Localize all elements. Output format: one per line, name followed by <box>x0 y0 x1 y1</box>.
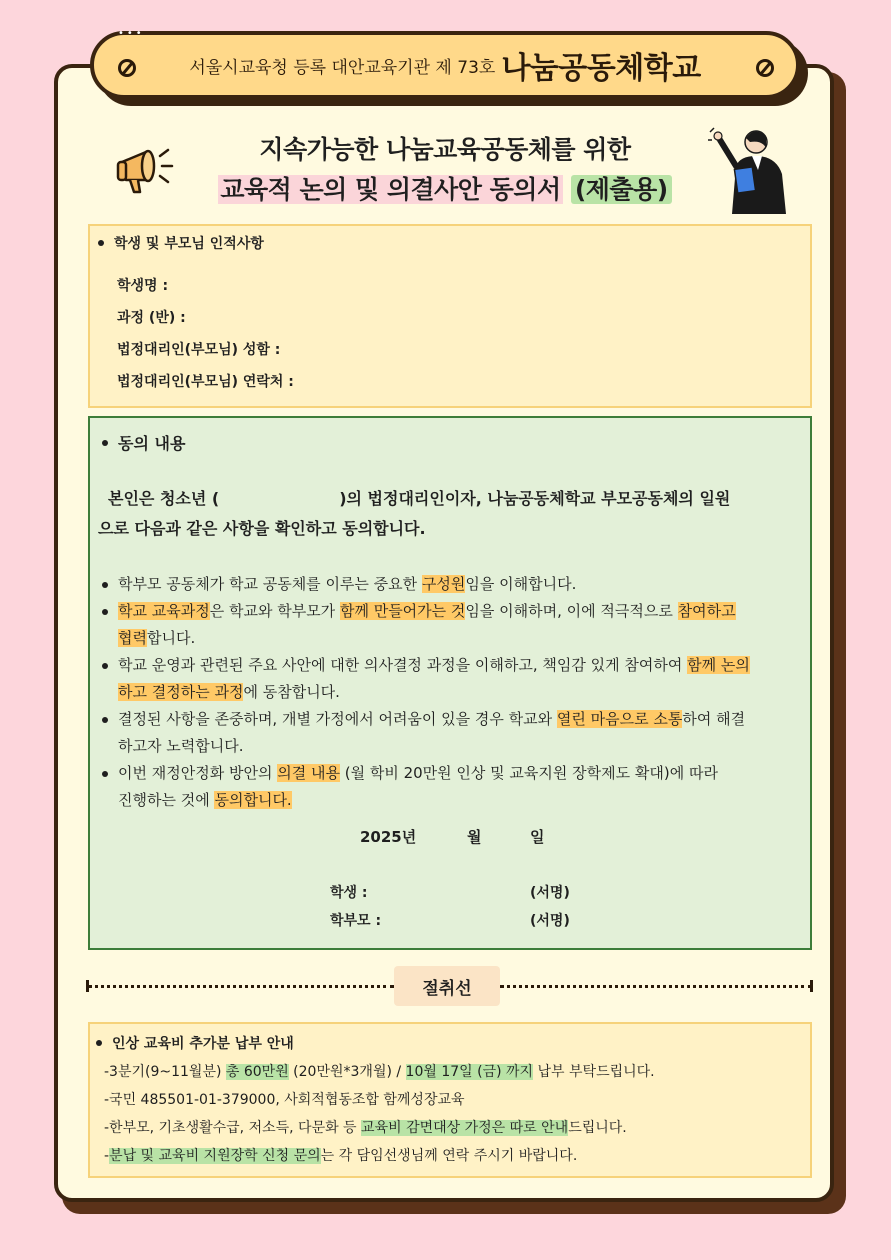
item-highlight: 학교 교육과정 <box>118 602 210 620</box>
payment-line-4 <box>104 1142 804 1170</box>
line-highlight: 교육비 감면대상 가정은 따로 안내 <box>361 1120 569 1136</box>
intro-part-c: 으로 다음과 같은 사항을 확인하고 동의합니다. <box>98 519 426 538</box>
payment-line-3 <box>104 1114 804 1142</box>
item-text: 진행하는 것에 <box>118 791 215 809</box>
consent-item-3 <box>118 652 808 706</box>
parent-signature[interactable]: (서명) <box>530 913 570 929</box>
line-text: 드립니다. <box>568 1120 627 1136</box>
item-line <box>118 625 808 652</box>
item-text: 합니다. <box>146 629 196 647</box>
student-signature[interactable]: (서명) <box>530 885 570 901</box>
consent-items <box>118 571 808 814</box>
item-highlight: 하고 결정하는 과정 <box>118 683 244 701</box>
banner-subtitle: 서울시교육청 등록 대안교육기관 제 73호 <box>189 57 496 78</box>
line-text: (20만원*3개월) / <box>288 1064 406 1080</box>
consent-heading: 동의 내용 <box>118 431 185 454</box>
date-month[interactable]: 월 <box>467 828 482 846</box>
line-text: -3분기(9~11월분) <box>104 1064 226 1080</box>
item-text: 임을 이해합니다. <box>465 575 577 593</box>
field-guardian-name[interactable]: 법정대리인(부모님) 성함 : <box>117 342 281 358</box>
document-title <box>150 130 740 210</box>
item-highlight: 열린 마음으로 소통 <box>556 710 683 728</box>
cut-label: 절취선 <box>394 966 500 1006</box>
item-text: 이번 재정안정화 방안의 <box>118 764 278 782</box>
payment-heading: 인상 교육비 추가분 납부 안내 <box>112 1033 294 1053</box>
item-highlight: 함께 논의 <box>687 656 750 674</box>
line-text: -한부모, 기초생활수급, 저소득, 다문화 등 <box>104 1120 362 1136</box>
item-line <box>118 598 808 625</box>
item-text: 결정된 사항을 존중하며, 개별 가정에서 어려움이 있을 경우 학교와 <box>118 710 557 728</box>
item-text: 에 동참합니다. <box>243 683 340 701</box>
cutline-right <box>500 985 812 988</box>
item-line <box>118 760 808 787</box>
consent-item-4 <box>118 706 808 760</box>
field-guardian-contact[interactable]: 법정대리인(부모님) 연락처 : <box>117 374 294 390</box>
cutline-left <box>88 985 394 988</box>
school-name: 나눔공동체학교 <box>501 51 701 86</box>
item-text: 하여 해결 <box>682 710 746 728</box>
consent-item-5 <box>118 760 808 814</box>
banner-dots: ••• <box>118 28 145 39</box>
item-text: 학부모 공동체가 학교 공동체를 이루는 중요한 <box>118 575 422 593</box>
line-text: 는 각 담임선생님께 연락 주시기 바랍니다. <box>320 1148 578 1164</box>
item-text: 학교 운영과 관련된 주요 사안에 대한 의사결정 과정을 이해하고, 책임감 있게 참여하여 <box>118 656 688 674</box>
item-highlight: 함께 만들어가는 것 <box>339 602 466 620</box>
item-text: 임을 이해하며, 이에 적극적으로 <box>465 602 678 620</box>
no-sign-icon <box>756 59 774 77</box>
no-sign-icon <box>118 59 136 77</box>
parent-sign-label: 학부모 : <box>330 913 382 929</box>
item-line <box>118 787 808 814</box>
payment-line-2: -국민 485501-01-379000, 사회적협동조합 함께성장교육 <box>104 1092 465 1108</box>
title-tag: (제출용) <box>571 175 672 204</box>
consent-intro <box>106 484 806 514</box>
consent-item-2 <box>118 598 808 652</box>
cutline-end <box>810 980 813 992</box>
item-line <box>118 706 808 733</box>
student-sign-label: 학생 : <box>330 885 368 901</box>
item-highlight: 참여하고 <box>677 602 736 620</box>
title-line1: 지속가능한 나눔교육공동체를 위한 <box>259 135 631 164</box>
item-highlight: 협력 <box>118 629 147 647</box>
intro-part-a: 본인은 청소년 ( <box>108 489 220 508</box>
item-text: 은 학교와 학부모가 <box>209 602 340 620</box>
student-info-heading: 학생 및 부모님 인적사항 <box>114 233 264 253</box>
line-highlight: 10월 17일 (금) 까지 <box>405 1064 534 1080</box>
date-year[interactable]: 2025년 <box>360 828 417 846</box>
line-text: - <box>104 1148 110 1164</box>
line-text: 납부 부탁드립니다. <box>533 1064 655 1080</box>
line-highlight: 분납 및 교육비 지원장학 신청 문의 <box>109 1148 321 1164</box>
consent-item-1 <box>118 571 808 598</box>
line-highlight: 총 60만원 <box>225 1064 289 1080</box>
item-highlight: 동의합니다. <box>214 791 292 809</box>
header-banner <box>90 31 800 99</box>
item-line: 하고자 노력합니다. <box>118 737 244 755</box>
item-line <box>118 679 808 706</box>
payment-line-1 <box>104 1058 804 1086</box>
intro-part-b: )의 법정대리인이자, 나눔공동체학교 부모공동체의 일원 <box>339 489 731 508</box>
item-highlight: 의결 내용 <box>277 764 340 782</box>
title-line2: 교육적 논의 및 의결사안 동의서 <box>220 175 561 204</box>
payment-lines <box>104 1058 804 1170</box>
item-line <box>118 652 808 679</box>
field-student-name[interactable]: 학생명 : <box>117 278 169 294</box>
date-day[interactable]: 일 <box>530 828 545 846</box>
item-text: (월 학비 20만원 인상 및 교육지원 장학제도 확대)에 따라 <box>339 764 718 782</box>
field-class[interactable]: 과정 (반) : <box>117 310 186 326</box>
item-highlight: 구성원 <box>421 575 466 593</box>
